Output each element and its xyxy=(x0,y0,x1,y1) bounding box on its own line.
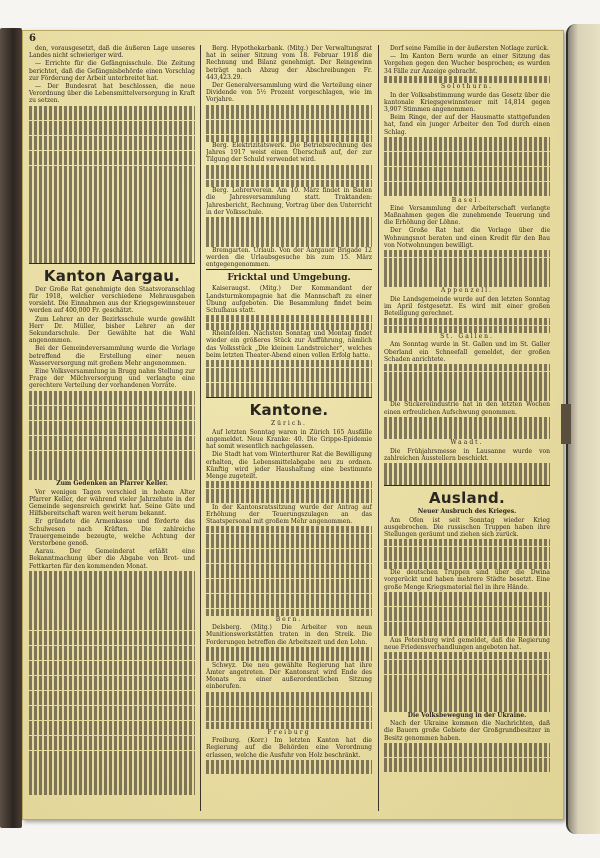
text-line xyxy=(29,136,195,143)
text-line xyxy=(206,368,372,375)
column-rule xyxy=(200,45,201,811)
text-line xyxy=(384,660,550,667)
article-paragraph: In der Volksabstimmung wurde das Gesetz über die kantonale Kriegsgewinnsteuer mit 14,814 gegen 3,907 Stimmen angenommen. xyxy=(384,91,550,113)
text-line xyxy=(206,165,372,172)
story-paragraph: Aarau. Der Gemeinderat erläßt eine Bekanntmachung über die Abgabe von Brot- und Fettkarten für den kommenden Monat. xyxy=(29,548,195,570)
story-paragraph: Er gründete die Armenkasse und förderte das Schulwesen nach Kräften. Die zahlreiche Trauergemeinde bezeugte, welche Achtung der Verstorbene genoß. xyxy=(29,518,195,548)
text-line xyxy=(29,203,195,210)
text-line xyxy=(206,383,372,390)
book-binding xyxy=(0,28,22,828)
text-line xyxy=(384,326,550,333)
text-line xyxy=(206,534,372,541)
foreign-lead-heading: Neuer Ausbruch des Krieges. xyxy=(417,508,517,516)
text-line xyxy=(384,432,550,439)
text-line xyxy=(29,653,195,660)
article-paragraph: Berg. Hypothekarbank. (Mitg.) Der Verwaltungsrat hat in seiner Sitzung vom 18. Februar 1918 die Rechnung und Bilanz genehmigt. Der Reingewinn beträgt nach Abzug der Abschreibungen Fr. 443,423.29. xyxy=(206,45,372,81)
text-line xyxy=(29,691,195,698)
text-line xyxy=(384,607,550,614)
text-line xyxy=(29,668,195,675)
intro-line: den, vorausgesetzt, daß die äußeren Lage unseres Landes nicht schwieriger wird. xyxy=(29,45,195,60)
text-line xyxy=(206,579,372,586)
text-line xyxy=(29,728,195,735)
story-paragraph: Vor wenigen Tagen verschied in hohem Alter Pfarrer Keller, der während vieler Jahrzehnte in der Gemeinde segensreich gewirkt hat. Seine Güte und Hilfsbereitschaft waren weit herum bekannt. xyxy=(29,488,195,518)
page-number: 6 xyxy=(29,33,36,44)
article-paragraph: Beim Ringe, der auf der Hausmatte stattgefunden hat, fand ein junger Arbeiter den Tod durch einen Schlag. xyxy=(384,114,550,136)
text-line xyxy=(29,195,195,202)
text-line xyxy=(29,143,195,150)
text-line xyxy=(384,318,550,325)
article-paragraph: Delsberg. (Mitg.) Die Arbeiter von neun Munitionswerkstätten traten in den Streik. Die Forderungen betreffen die Arbeitszeit und den Lohn. xyxy=(206,624,372,646)
text-line xyxy=(206,526,372,533)
text-line xyxy=(206,609,372,616)
text-line xyxy=(29,773,195,780)
text-line xyxy=(206,489,372,496)
newspaper-page xyxy=(22,30,564,820)
text-line xyxy=(29,233,195,240)
text-line xyxy=(206,172,372,179)
text-line xyxy=(29,188,195,195)
text-line xyxy=(384,478,550,485)
text-line xyxy=(206,722,372,729)
text-line xyxy=(384,364,550,371)
text-line xyxy=(384,562,550,569)
ukraine-heading: Die Volksbewegung in der Ukraine. xyxy=(407,711,527,719)
text-line xyxy=(384,675,550,682)
text-line xyxy=(29,765,195,772)
city-heading-freiburg: Freiburg xyxy=(267,729,311,736)
text-line xyxy=(384,424,550,431)
text-line xyxy=(206,120,372,127)
text-line xyxy=(29,788,195,795)
story-heading: Zum Gedenken an Pfarrer Keller. xyxy=(56,480,168,488)
text-line xyxy=(206,586,372,593)
article-paragraph: Die deutschen Truppen sind über die Dwina vorgerückt und haben mehrere Städte besetzt. Eine große Menge Kriegsmaterial fiel in ihre Hände. xyxy=(384,569,550,591)
text-line xyxy=(29,593,195,600)
text-line xyxy=(29,780,195,787)
text-line xyxy=(384,137,550,144)
text-line xyxy=(206,601,372,608)
text-line xyxy=(384,159,550,166)
text-line xyxy=(29,458,195,465)
text-line xyxy=(206,556,372,563)
text-line xyxy=(29,751,195,758)
text-line xyxy=(206,647,372,654)
article-paragraph: Eine Versammlung der Arbeiterschaft verlangte Maßnahmen gegen die zunehmende Teuerung und die Erhöhung der Löhne. xyxy=(384,204,550,227)
text-line xyxy=(384,174,550,181)
article-paragraph: Kaiseraugst. (Mitg.) Der Kommandant der Landsturmkompagnie hat die Mannschaft zu einer Übung aufgeboten. Die Besammlung findet beim Schulhaus statt. xyxy=(206,285,372,315)
text-line xyxy=(206,217,372,224)
text-line xyxy=(384,417,550,424)
text-line xyxy=(29,421,195,428)
text-line xyxy=(29,225,195,232)
text-line xyxy=(384,554,550,561)
text-line xyxy=(29,683,195,690)
column-3 xyxy=(384,45,550,811)
text-line xyxy=(384,592,550,599)
text-line xyxy=(206,564,372,571)
text-line xyxy=(206,112,372,119)
text-line xyxy=(29,601,195,608)
section-heading-fricktal: Fricktal und Umgebung. xyxy=(206,269,372,284)
text-line xyxy=(206,707,372,714)
article-paragraph: Bei der Gemeindeversammlung wurde die Vorlage betreffend die Erstellung einer neuen Wasserversorgung mit großem Mehr angenommen. xyxy=(29,345,195,367)
text-line xyxy=(384,152,550,159)
text-line xyxy=(384,379,550,386)
text-line xyxy=(29,240,195,247)
text-line xyxy=(29,255,195,262)
text-line xyxy=(384,765,550,772)
text-line xyxy=(29,173,195,180)
city-heading-basel: Basel. xyxy=(451,196,483,204)
text-line xyxy=(29,158,195,165)
text-line xyxy=(206,127,372,134)
text-line xyxy=(384,614,550,621)
text-line xyxy=(29,586,195,593)
text-line xyxy=(29,713,195,720)
text-line xyxy=(29,128,195,135)
text-line xyxy=(384,265,550,272)
text-line xyxy=(29,608,195,615)
text-line xyxy=(384,463,550,470)
article-paragraph: — Im Kanton Bern wurde an einer Sitzung das Vorgehen gegen den Wucher besprochen; es wurden 34 Fälle zur Anzeige gebracht. xyxy=(384,53,550,75)
text-line xyxy=(384,652,550,659)
intro-line: — Der Bundesrat hat beschlossen, die neue Verordnung über die Lebensmittelversorgung in Kraft zu setzen. xyxy=(29,83,195,105)
text-line xyxy=(29,248,195,255)
text-line xyxy=(29,631,195,638)
text-line xyxy=(384,750,550,757)
text-line xyxy=(29,391,195,398)
text-line xyxy=(29,676,195,683)
text-line xyxy=(29,218,195,225)
text-line xyxy=(206,323,372,330)
text-line xyxy=(206,390,372,397)
text-line xyxy=(384,394,550,401)
intro-line: — Errichte für die Gefängnisschule. Die Zeitung berichtet, daß die Gefängnisbehörde einen Vorschlag zur Förderung der Arbeit unterbreitet hat. xyxy=(29,60,195,82)
text-line xyxy=(206,232,372,239)
text-line xyxy=(29,121,195,128)
text-line xyxy=(384,758,550,765)
text-line xyxy=(384,76,550,83)
text-line xyxy=(29,166,195,173)
article-paragraph: Am Sonntag wurde in St. Gallen und im St. Galler Oberland ein Schneefall gemeldet, der großen Schaden anrichtete. xyxy=(384,341,550,363)
text-line xyxy=(384,682,550,689)
city-heading-solothurn: Solothurn. xyxy=(440,83,494,91)
text-line xyxy=(29,436,195,443)
text-line xyxy=(384,547,550,554)
article-paragraph: Die Landsgemeinde wurde auf den letzten Sonntag im April festgesetzt. Es wird mit einer großen Beteiligung gerechnet. xyxy=(384,295,550,318)
text-line xyxy=(206,481,372,488)
text-line xyxy=(29,428,195,435)
city-heading-zurich: Zürich. xyxy=(271,420,307,428)
text-line xyxy=(206,315,372,322)
text-line xyxy=(384,622,550,629)
text-line xyxy=(206,714,372,721)
text-line xyxy=(206,135,372,142)
text-line xyxy=(384,280,550,287)
section-heading-ausland: Ausland. xyxy=(384,485,550,507)
text-line xyxy=(29,406,195,413)
text-line xyxy=(384,250,550,257)
article-paragraph: Bremgarten. Urlaub. Von der Aargauer Brigade 12 werden die Urlaubsgesuche bis zum 15. März entgegengenommen. xyxy=(206,246,372,269)
text-line xyxy=(29,698,195,705)
text-line xyxy=(384,182,550,189)
text-line xyxy=(206,699,372,706)
text-line xyxy=(29,210,195,217)
column-1 xyxy=(29,45,195,811)
text-line xyxy=(29,721,195,728)
section-heading-kantone: Kantone. xyxy=(206,397,372,419)
text-line xyxy=(29,646,195,653)
text-line xyxy=(29,743,195,750)
text-line xyxy=(29,398,195,405)
text-line xyxy=(206,105,372,112)
text-line xyxy=(29,180,195,187)
article-paragraph: Schwyz. Die neu gewählte Regierung hat ihre Ämter angetreten. Der Kantonsrat wird Ende des Monats zu einer außerordentlichen Sitzung einberufen. xyxy=(206,661,372,691)
text-line xyxy=(384,167,550,174)
text-line xyxy=(206,692,372,699)
text-line xyxy=(206,594,372,601)
article-paragraph: Die Stadt hat vom Winterthurer Rat die Bewilligung erhalten, die Lebensmittelabgabe neu zu ordnen. Künftig wird jeder Haushaltung eine bestimmte Menge zugeteilt. xyxy=(206,451,372,480)
column-rule xyxy=(378,45,379,811)
text-line xyxy=(384,272,550,279)
column-2 xyxy=(206,45,372,811)
text-line xyxy=(29,443,195,450)
text-line xyxy=(206,496,372,503)
text-line xyxy=(206,760,372,767)
text-line xyxy=(29,451,195,458)
text-line xyxy=(384,629,550,636)
article-paragraph: Aus Petersburg wird gemeldet, daß die Regierung neue Friedensverhandlungen angeboten hat. xyxy=(384,636,550,651)
text-line xyxy=(384,667,550,674)
article-paragraph: Eine Volksversammlung in Brugg nahm Stellung zur Frage der Milchversorgung und verlangte eine gerechtere Verteilung der vorhandenen Vorräte. xyxy=(29,368,195,390)
article-paragraph: Der Große Rat hat die Vorlage über die Wohnungsnot beraten und einen Kredit für den Bau von Notwohnungen bewilligt. xyxy=(384,227,550,249)
text-line xyxy=(206,375,372,382)
text-line xyxy=(29,465,195,472)
text-line xyxy=(384,386,550,393)
article-paragraph: Der Große Rat genehmigte den Staatsvoranschlag für 1918, welcher verschiedene Mehrausgaben vorsieht. Die Einnahmen aus der Kriegsgewinnsteuer werden auf 400,000 Fr. geschätzt. xyxy=(29,285,195,315)
text-line xyxy=(206,549,372,556)
text-line xyxy=(206,571,372,578)
text-line xyxy=(29,638,195,645)
article-paragraph: Die Stickereiindustrie hat in den letzten Wochen einen erfreulichen Aufschwung genommen. xyxy=(384,401,550,416)
text-line xyxy=(384,539,550,546)
text-line xyxy=(29,113,195,120)
text-line xyxy=(29,758,195,765)
article-paragraph: Auf letzten Sonntag waren in Zürich 165 Ausfälle angemeldet. Neue Kranke: 40. Die Grippe-Epidemie hat somit wesentlich nachgelassen. xyxy=(206,428,372,451)
text-line xyxy=(384,189,550,196)
text-line xyxy=(384,689,550,696)
city-heading-bern: Bern. xyxy=(275,615,303,623)
text-line xyxy=(206,180,372,187)
text-line xyxy=(384,372,550,379)
article-paragraph: Berg. Lehrerverein. Am 10. März findet in Baden die Jahresversammlung statt. Traktanden: Jahresbericht, Rechnung, Vortrag über den Unterricht in der Volksschule. xyxy=(206,187,372,216)
text-line xyxy=(384,743,550,750)
text-line xyxy=(29,623,195,630)
article-paragraph: Am Ofen ist seit Sonntag wieder Krieg ausgebrochen. Die russischen Truppen haben ihre Stellungen geräumt und ziehen sich zurück. xyxy=(384,516,550,538)
city-heading-appenzell: Appenzell. xyxy=(441,287,493,295)
text-line xyxy=(29,571,195,578)
text-line xyxy=(384,704,550,711)
text-line xyxy=(384,144,550,151)
text-line xyxy=(206,767,372,774)
text-line xyxy=(206,360,372,367)
text-line xyxy=(29,736,195,743)
article-paragraph: Zum Lehrer an der Bezirksschule wurde gewählt Herr Dr. Müller, bisher Lehrer an der Sekundarschule. Der Gewählte hat die Wahl angenommen. xyxy=(29,315,195,345)
article-paragraph: Berg. Elektrizitätswerk. Die Betriebsrechnung des Jahres 1917 weist einen Überschuß auf, der zur Tilgung der Schuld verwendet wird. xyxy=(206,142,372,164)
article-paragraph: Rheinfelden. Nächsten Sonntag und Montag findet wieder ein größeres Stück zur Aufführung, nämlich das Volksstück „Die kleinen Landstreicher“, welches beim letzten Theater-Abend einen vollen Erfolg hatte. xyxy=(206,330,372,359)
text-line xyxy=(29,413,195,420)
article-paragraph: In der Kantonsratssitzung wurde der Antrag auf Erhöhung der Teuerungszulagen an das Staatspersonal mit großem Mehr angenommen. xyxy=(206,503,372,525)
page-marker-tab xyxy=(561,404,571,444)
text-line xyxy=(29,106,195,113)
text-line xyxy=(29,473,195,480)
text-line xyxy=(29,706,195,713)
text-line xyxy=(29,616,195,623)
text-line xyxy=(384,470,550,477)
article-paragraph: Dorf seine Familie in der äußersten Notlage zurück. xyxy=(390,45,549,52)
text-line xyxy=(206,239,372,246)
article-paragraph: Die Frühjahrsmesse in Lausanne wurde von zahlreichen Ausstellern beschickt. xyxy=(384,447,550,462)
text-line xyxy=(384,258,550,265)
text-line xyxy=(206,654,372,661)
text-line xyxy=(206,224,372,231)
article-paragraph: Freiburg. (Korr.) Im letzten Kanton hat die Regierung auf die Behörden eine Verordnung erlassen, welche die Ausfuhr von Holz beschränkt. xyxy=(206,737,372,759)
article-paragraph: Nach der Ukraine kommen die Nachrichten, daß die Bauern große Gebiete der Großgrundbesitzer in Besitz genommen haben. xyxy=(384,720,550,742)
article-paragraph: Der Generalversammlung wird die Verteilung einer Dividende von 5½ Prozent vorgeschlagen, wie im Vorjahre. xyxy=(206,82,372,104)
city-heading-stgallen: St. Gallen. xyxy=(440,333,494,341)
text-line xyxy=(384,697,550,704)
section-heading-aargau: Kanton Aargau. xyxy=(29,263,195,285)
city-heading-waadt: Waadt. xyxy=(450,439,484,447)
text-line xyxy=(29,151,195,158)
text-line xyxy=(206,541,372,548)
text-line xyxy=(29,661,195,668)
text-line xyxy=(29,578,195,585)
next-page-edge xyxy=(566,24,600,834)
text-line xyxy=(384,599,550,606)
